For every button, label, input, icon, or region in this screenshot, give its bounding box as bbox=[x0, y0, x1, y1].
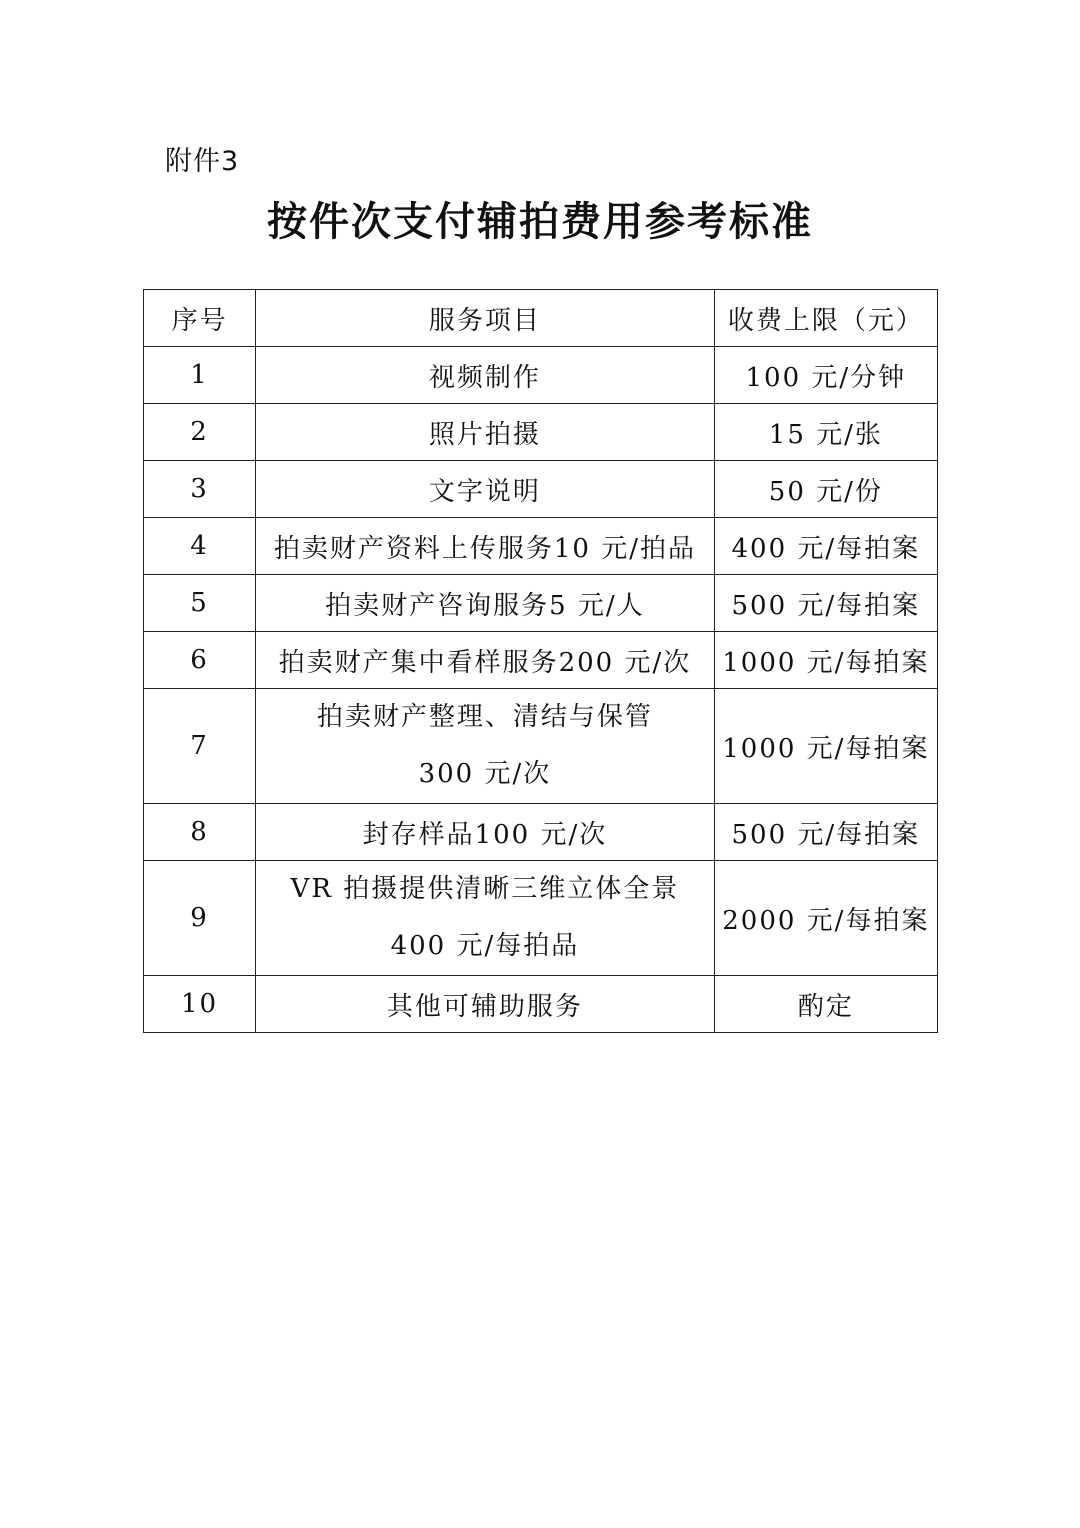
row-number: 3 bbox=[144, 461, 256, 518]
table-row bbox=[144, 804, 938, 861]
table-row bbox=[144, 518, 938, 575]
table-row bbox=[144, 861, 938, 976]
row-number: 7 bbox=[144, 689, 256, 804]
service-item-line-2: 300 元/次 bbox=[418, 759, 552, 789]
service-item-line-2: 400 元/每拍品 bbox=[390, 931, 580, 961]
service-item-line-1: VR 拍摄提供清晰三维立体全景 bbox=[290, 874, 680, 904]
document-title: 按件次支付辅拍费用参考标准 bbox=[267, 198, 813, 245]
service-item: 其他可辅助服务 bbox=[256, 976, 715, 1033]
table-row bbox=[144, 461, 938, 518]
service-item: 封存样品100 元/次 bbox=[256, 804, 715, 861]
row-number: 10 bbox=[144, 976, 256, 1033]
table-row bbox=[144, 347, 938, 404]
table-row bbox=[144, 632, 938, 689]
fee-limit: 50 元/份 bbox=[714, 461, 937, 518]
service-item: 拍卖财产集中看样服务200 元/次 bbox=[256, 632, 715, 689]
table-row bbox=[144, 404, 938, 461]
table-row bbox=[144, 689, 938, 804]
service-item bbox=[256, 689, 715, 804]
fee-limit: 2000 元/每拍案 bbox=[714, 861, 937, 976]
row-number: 4 bbox=[144, 518, 256, 575]
row-number: 1 bbox=[144, 347, 256, 404]
fee-limit: 500 元/每拍案 bbox=[714, 575, 937, 632]
service-item: 视频制作 bbox=[256, 347, 715, 404]
service-item-line-1: 拍卖财产整理、清结与保管 bbox=[316, 702, 653, 732]
fee-limit: 1000 元/每拍案 bbox=[714, 689, 937, 804]
service-item: 拍卖财产资料上传服务10 元/拍品 bbox=[256, 518, 715, 575]
service-item: 照片拍摄 bbox=[256, 404, 715, 461]
fee-limit: 1000 元/每拍案 bbox=[714, 632, 937, 689]
table-header-row bbox=[144, 290, 938, 347]
fee-standard-table bbox=[143, 289, 938, 1033]
fee-limit: 400 元/每拍案 bbox=[714, 518, 937, 575]
row-number: 8 bbox=[144, 804, 256, 861]
row-number: 9 bbox=[144, 861, 256, 976]
service-item bbox=[256, 861, 715, 976]
table-row bbox=[144, 575, 938, 632]
header-serial-number: 序号 bbox=[144, 290, 256, 347]
row-number: 2 bbox=[144, 404, 256, 461]
fee-limit: 500 元/每拍案 bbox=[714, 804, 937, 861]
fee-limit: 100 元/分钟 bbox=[714, 347, 937, 404]
row-number: 6 bbox=[144, 632, 256, 689]
header-service-item: 服务项目 bbox=[256, 290, 715, 347]
row-number: 5 bbox=[144, 575, 256, 632]
service-item: 文字说明 bbox=[256, 461, 715, 518]
table-row bbox=[144, 976, 938, 1033]
service-item: 拍卖财产咨询服务5 元/人 bbox=[256, 575, 715, 632]
fee-limit: 15 元/张 bbox=[714, 404, 937, 461]
fee-limit: 酌定 bbox=[714, 976, 937, 1033]
attachment-label: 附件3 bbox=[165, 146, 240, 177]
header-fee-limit: 收费上限（元） bbox=[714, 290, 937, 347]
